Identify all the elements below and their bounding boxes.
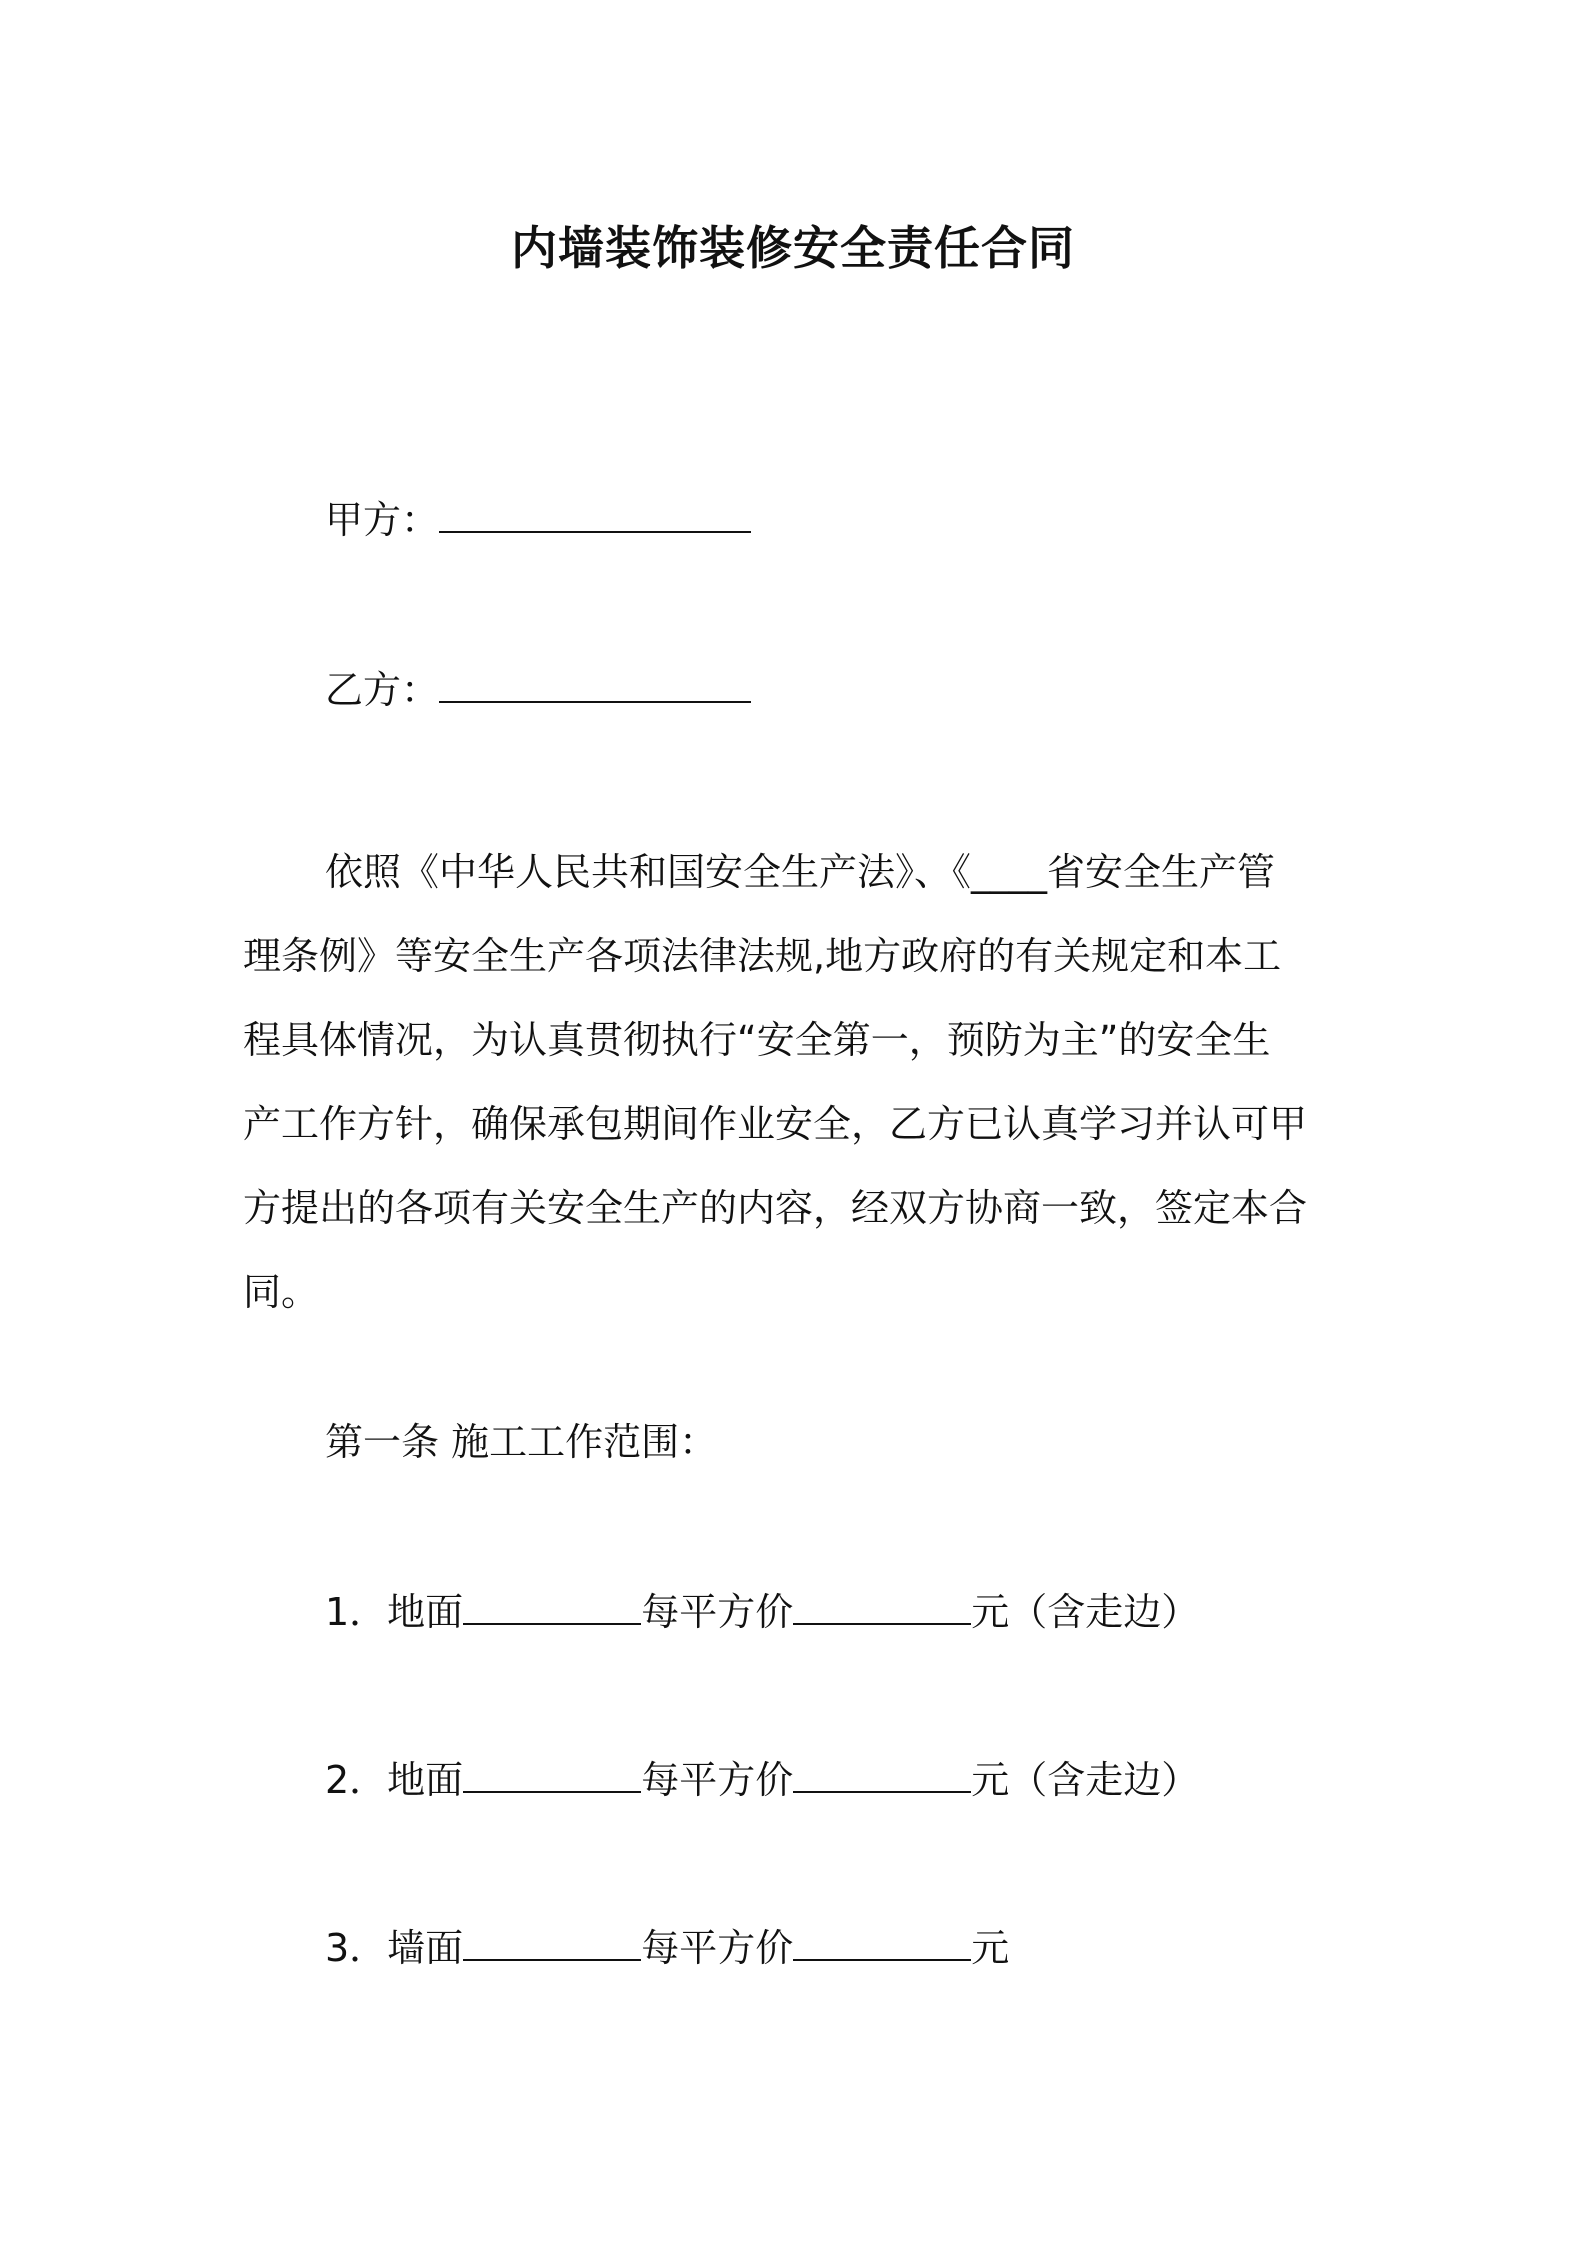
item-mid: 每平方价 (641, 1926, 794, 1970)
intro-line: 程具体情况，为认真贯彻执行“安全第一，预防为主”的安全生 (243, 1018, 1271, 1062)
intro-line: 产工作方针，确保承包期间作业安全，乙方已认真学习并认可甲 (243, 1102, 1308, 1146)
scope-item-2 (325, 1752, 1199, 1808)
scope-item-3 (325, 1920, 1009, 1976)
intro-line: 理条例》等安全生产各项法律法规,地方政府的有关规定和本工 (243, 934, 1282, 978)
item-suffix: 元（含走边） (971, 1590, 1200, 1634)
area-blank (463, 1757, 641, 1793)
item-suffix: 元 (971, 1926, 1010, 1970)
item-prefix: 1．地面 (325, 1590, 464, 1634)
party-b-label: 乙方： (325, 668, 440, 712)
party-a-blank (439, 497, 751, 533)
article-1-heading: 第一条 施工工作范围： (325, 1420, 718, 1464)
item-prefix: 2．地面 (325, 1758, 464, 1802)
party-a-label: 甲方： (325, 498, 440, 542)
item-suffix: 元（含走边） (971, 1758, 1200, 1802)
party-b-line (325, 662, 751, 718)
area-blank (463, 1589, 641, 1625)
item-mid: 每平方价 (641, 1590, 794, 1634)
price-blank (793, 1757, 971, 1793)
intro-line: 方提出的各项有关安全生产的内容，经双方协商一致，签定本合 (243, 1186, 1308, 1230)
item-mid: 每平方价 (641, 1758, 794, 1802)
scope-item-1 (325, 1584, 1199, 1640)
party-a-line (325, 492, 751, 548)
item-prefix: 3．墙面 (325, 1926, 464, 1970)
price-blank (793, 1925, 971, 1961)
intro-line: 同。 (243, 1270, 320, 1314)
area-blank (463, 1925, 641, 1961)
intro-line: 依照《中华人民共和国安全生产法》、《____省安全生产管 (325, 850, 1276, 894)
document-title: 内墙装饰装修安全责任合同 (511, 221, 1075, 275)
intro-paragraph (243, 830, 1353, 1334)
party-b-blank (439, 667, 751, 703)
price-blank (793, 1589, 971, 1625)
